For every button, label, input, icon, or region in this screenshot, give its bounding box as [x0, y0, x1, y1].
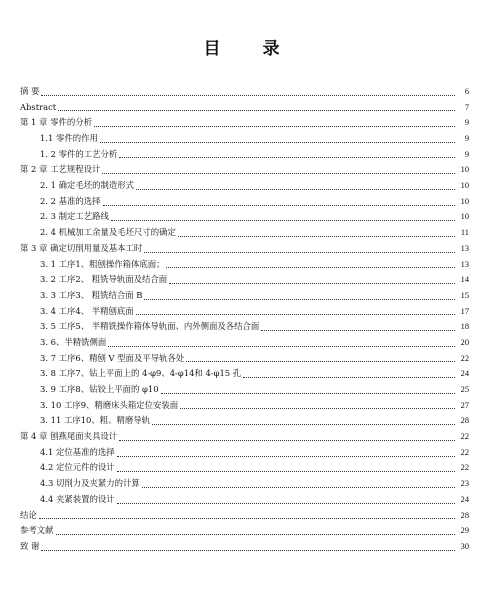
toc-dot-leader [117, 503, 455, 504]
toc-dot-leader [243, 377, 455, 378]
toc-page-number: 25 [460, 385, 469, 395]
toc-entry-label: 3. 2 工序2、 粗铣导轨面及结合面 [40, 274, 168, 285]
toc-dot-leader [117, 456, 455, 457]
toc-entry-label: Abstract [20, 101, 57, 112]
toc-section-entry[interactable] [0, 178, 483, 194]
toc-section-entry[interactable] [0, 335, 483, 351]
toc-dot-leader [58, 110, 455, 111]
toc-section-entry[interactable] [0, 288, 483, 304]
toc-chapter-entry[interactable] [0, 241, 483, 257]
toc-section-entry[interactable] [0, 398, 483, 414]
toc-entry-label: 4.2 定位元件的设计 [40, 462, 115, 473]
toc-section-entry[interactable] [0, 351, 483, 367]
toc-entry-label: 3. 7 工序6、精刨 V 型面及平导轨各处 [40, 352, 185, 363]
toc-dot-leader [119, 440, 455, 441]
toc-page-number: 10 [460, 165, 469, 175]
toc-dot-leader [169, 283, 455, 284]
toc-dot-leader [136, 189, 455, 190]
toc-entry-label: 3. 6、半精铣侧面 [40, 336, 107, 347]
toc-entry-label: 3. 1 工序1、粗刨操作箱体底面； [40, 258, 165, 269]
toc-dot-leader [94, 126, 455, 127]
table-of-contents [0, 84, 483, 555]
toc-dot-leader [111, 220, 455, 221]
toc-entry-label: 2. 4 机械加工余量及毛坯尺寸的确定 [40, 227, 176, 238]
toc-entry-label: 4.4 夹紧装置的设计 [40, 493, 115, 504]
toc-dot-leader [178, 236, 455, 237]
toc-entry-label: 4.3 切削力及夹紧力的计算 [40, 478, 140, 489]
toc-page-number: 6 [464, 86, 469, 96]
toc-dot-leader [186, 361, 455, 362]
toc-entry-label: 3. 11 工序10、粗、精磨导轨 [40, 415, 151, 426]
toc-page-number: 27 [460, 400, 469, 410]
toc-entry-label: 第 3 章 确定切削用量及基本工时 [20, 242, 143, 253]
toc-section-entry[interactable] [0, 210, 483, 226]
toc-dot-leader [108, 346, 455, 347]
toc-section-entry[interactable] [0, 382, 483, 398]
toc-section-entry[interactable] [0, 476, 483, 492]
toc-entry-label: 摘 要 [20, 85, 40, 96]
toc-chapter-entry[interactable] [0, 84, 483, 100]
toc-dot-leader [144, 299, 455, 300]
toc-chapter-entry[interactable] [0, 100, 483, 116]
toc-section-entry[interactable] [0, 366, 483, 382]
toc-page-number: 15 [460, 290, 469, 300]
toc-dot-leader [56, 534, 456, 535]
toc-dot-leader [180, 408, 455, 409]
toc-entry-label: 1. 2 零件的工艺分析 [40, 148, 118, 159]
toc-dot-leader [41, 550, 455, 551]
toc-dot-leader [39, 518, 455, 519]
toc-dot-leader [103, 205, 455, 206]
toc-section-entry[interactable] [0, 225, 483, 241]
toc-page-number: 22 [460, 447, 469, 457]
toc-page-number: 10 [460, 181, 469, 191]
toc-entry-label: 结论 [20, 509, 37, 520]
toc-page-number: 22 [460, 353, 469, 363]
toc-page-number: 7 [464, 102, 469, 112]
toc-page-number: 13 [460, 259, 469, 269]
toc-entry-label: 3. 10 工序9、精磨床头箱定位安装面 [40, 399, 179, 410]
toc-entry-label: 第 2 章 工艺规程设计 [20, 164, 101, 175]
toc-section-entry[interactable] [0, 413, 483, 429]
toc-section-entry[interactable] [0, 461, 483, 477]
toc-entry-label: 1.1 零件的作用 [40, 133, 98, 144]
toc-entry-label: 2. 1 确定毛坯的制造形式 [40, 180, 135, 191]
toc-section-entry[interactable] [0, 304, 483, 320]
toc-entry-label: 3. 9 工序8、钻铰上平面的 φ10 [40, 384, 159, 395]
toc-entry-label: 第 4 章 刨燕尾面夹具设计 [20, 431, 118, 442]
toc-entry-label: 3. 4 工序4、 半精刨底面 [40, 305, 134, 316]
toc-dot-leader [166, 267, 455, 268]
toc-dot-leader [119, 157, 455, 158]
toc-dot-leader [41, 95, 455, 96]
toc-page-number: 9 [464, 134, 469, 144]
toc-page-number: 24 [460, 494, 469, 504]
toc-section-entry[interactable] [0, 319, 483, 335]
toc-chapter-entry[interactable] [0, 539, 483, 555]
toc-page-number: 10 [460, 212, 469, 222]
toc-page-number: 23 [460, 479, 469, 489]
toc-section-entry[interactable] [0, 131, 483, 147]
toc-dot-leader [102, 173, 455, 174]
toc-chapter-entry[interactable] [0, 508, 483, 524]
toc-page-number: 18 [460, 322, 469, 332]
toc-page-number: 30 [460, 541, 469, 551]
toc-section-entry[interactable] [0, 492, 483, 508]
toc-entry-label: 参考文献 [20, 525, 54, 536]
toc-chapter-entry[interactable] [0, 162, 483, 178]
toc-entry-label: 2. 2 基准的选择 [40, 195, 101, 206]
toc-dot-leader [161, 393, 455, 394]
toc-entry-label: 2. 3 制定工艺路线 [40, 211, 109, 222]
toc-page-number: 28 [460, 510, 469, 520]
toc-entry-label: 3. 5 工序5、 半精铣操作箱体导轨面、内外侧面及各结合面 [40, 321, 260, 332]
toc-page-number: 10 [460, 196, 469, 206]
toc-entry-label: 3. 8 工序7、钻上平面上的 4-φ9、4-φ14和 4-φ15 孔 [40, 368, 242, 379]
toc-entry-label: 第 1 章 零件的分析 [20, 117, 92, 128]
toc-chapter-entry[interactable] [0, 115, 483, 131]
toc-dot-leader [117, 471, 455, 472]
toc-page-number: 13 [460, 243, 469, 253]
toc-page-number: 14 [460, 275, 469, 285]
toc-section-entry[interactable] [0, 445, 483, 461]
toc-page-number: 9 [464, 149, 469, 159]
toc-entry-label: 致 谢 [20, 540, 40, 551]
toc-entry-label: 4.1 定位基准的选择 [40, 446, 115, 457]
toc-section-entry[interactable] [0, 147, 483, 163]
toc-page-number: 9 [464, 118, 469, 128]
toc-dot-leader [144, 252, 455, 253]
page-title: 目 录 [203, 39, 298, 59]
toc-entry-label: 3. 3 工序3、 粗铣结合面 B [40, 289, 143, 300]
toc-page-number: 28 [460, 416, 469, 426]
toc-section-entry[interactable] [0, 272, 483, 288]
toc-dot-leader [152, 424, 455, 425]
toc-dot-leader [136, 314, 455, 315]
toc-chapter-entry[interactable] [0, 523, 483, 539]
toc-page-number: 22 [460, 432, 469, 442]
toc-section-entry[interactable] [0, 257, 483, 273]
toc-page-number: 29 [460, 526, 469, 536]
toc-page-number: 22 [460, 463, 469, 473]
toc-dot-leader [100, 142, 455, 143]
toc-page-number: 17 [460, 306, 469, 316]
toc-page-number: 11 [460, 228, 469, 238]
toc-section-entry[interactable] [0, 194, 483, 210]
toc-chapter-entry[interactable] [0, 429, 483, 445]
toc-dot-leader [142, 487, 455, 488]
toc-page-number: 20 [460, 337, 469, 347]
toc-page-number: 24 [460, 369, 469, 379]
toc-dot-leader [261, 330, 455, 331]
